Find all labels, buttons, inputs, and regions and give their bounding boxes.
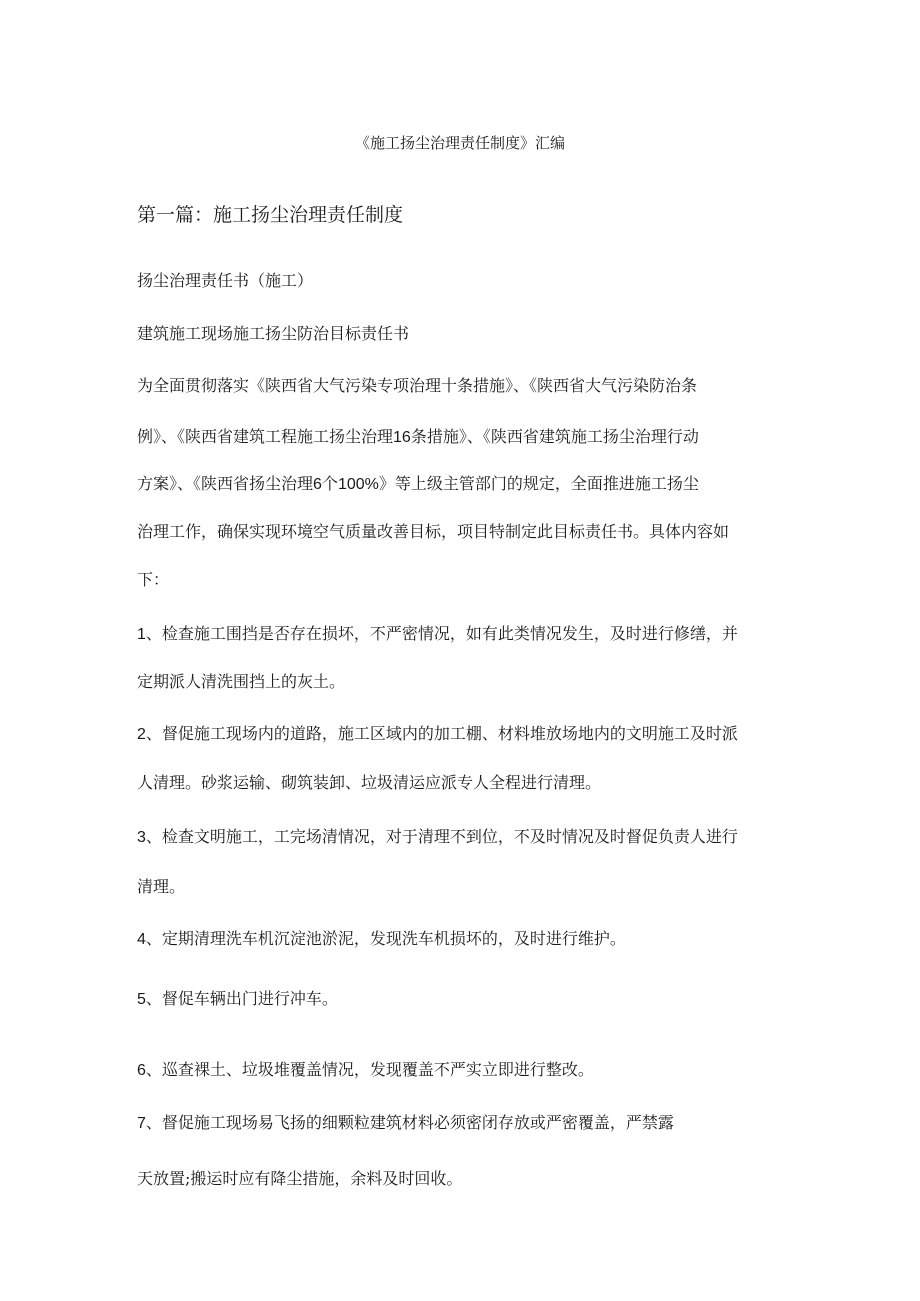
list-item-line xyxy=(137,929,626,950)
list-item-line xyxy=(137,827,738,848)
item-text: 、督促施工现场内的道路，施工区域内的加工棚、材料堆放场地内的文明施工及时派 xyxy=(145,724,738,743)
intro-text: 例》、《陕西省建筑工程施工扬尘治理 xyxy=(137,427,394,446)
subtitle-responsibility-letter: 扬尘治理责任书（施工） xyxy=(137,271,314,290)
item-text: 、检查文明施工，工完场清情况，对于清理不到位，不及时情况及时督促负责人进行 xyxy=(145,827,738,846)
intro-line: 为全面贯彻落实《陕西省大气污染专项治理十条措施》、《陕西省大气污染防治条 xyxy=(137,376,698,395)
subtitle-target-letter: 建筑施工现场施工扬尘防治目标责任书 xyxy=(137,324,410,343)
intro-number: 6 xyxy=(313,476,322,493)
list-item-line xyxy=(137,624,738,645)
intro-text: 》等上级主管部门的规定，全面推进施工扬尘 xyxy=(378,474,699,493)
item-text: 、检查施工围挡是否存在损坏，不严密情况，如有此类情况发生，及时进行修缮，并 xyxy=(145,624,738,643)
intro-number: 16 xyxy=(393,429,411,446)
intro-line: 治理工作，确保实现环境空气质量改善目标，项目特制定此目标责任书。具体内容如 xyxy=(137,522,730,541)
item-number: 2 xyxy=(137,726,146,743)
intro-number: 100% xyxy=(337,476,379,493)
item-number: 6 xyxy=(137,1062,146,1079)
item-text: 、巡查裸土、垃圾堆覆盖情况，发现覆盖不严实立即进行整改。 xyxy=(145,1060,594,1079)
intro-line: 下： xyxy=(137,570,170,589)
item-text: 、定期清理洗车机沉淀池淤泥，发现洗车机损坏的，及时进行维护。 xyxy=(145,929,626,948)
intro-line xyxy=(137,474,699,495)
list-item-line: 定期派人清洗围挡上的灰土。 xyxy=(137,672,346,691)
list-item-line: 清理。 xyxy=(137,877,186,896)
list-item-line xyxy=(137,724,738,745)
item-text: 、督促施工现场易飞扬的细颗粒建筑材料必须密闭存放或严密覆盖，严禁露 xyxy=(145,1113,674,1132)
chapter-heading: 第一篇：施工扬尘治理责任制度 xyxy=(137,204,404,226)
intro-text: 方案》、《陕西省扬尘治理 xyxy=(137,474,314,493)
list-item-line xyxy=(137,1113,674,1134)
document-title: 《施工扬尘治理责任制度》汇编 xyxy=(354,134,565,152)
list-item-line: 天放置;搬运时应有降尘措施，余料及时回收。 xyxy=(137,1169,463,1188)
intro-text: 条措施》、《陕西省建筑施工扬尘治理行动 xyxy=(410,427,699,446)
list-item-line: 人清理。砂浆运输、砌筑装卸、垃圾清运应派专人全程进行清理。 xyxy=(137,773,602,792)
item-number: 3 xyxy=(137,829,146,846)
item-number: 7 xyxy=(137,1115,146,1132)
intro-line xyxy=(137,427,699,448)
item-number: 5 xyxy=(137,991,146,1008)
list-item-line xyxy=(137,1060,594,1081)
item-number: 4 xyxy=(137,931,146,948)
list-item-line xyxy=(137,989,338,1010)
intro-text: 个 xyxy=(321,474,338,493)
item-number: 1 xyxy=(137,626,146,643)
item-text: 、督促车辆出门进行冲车。 xyxy=(145,989,338,1008)
